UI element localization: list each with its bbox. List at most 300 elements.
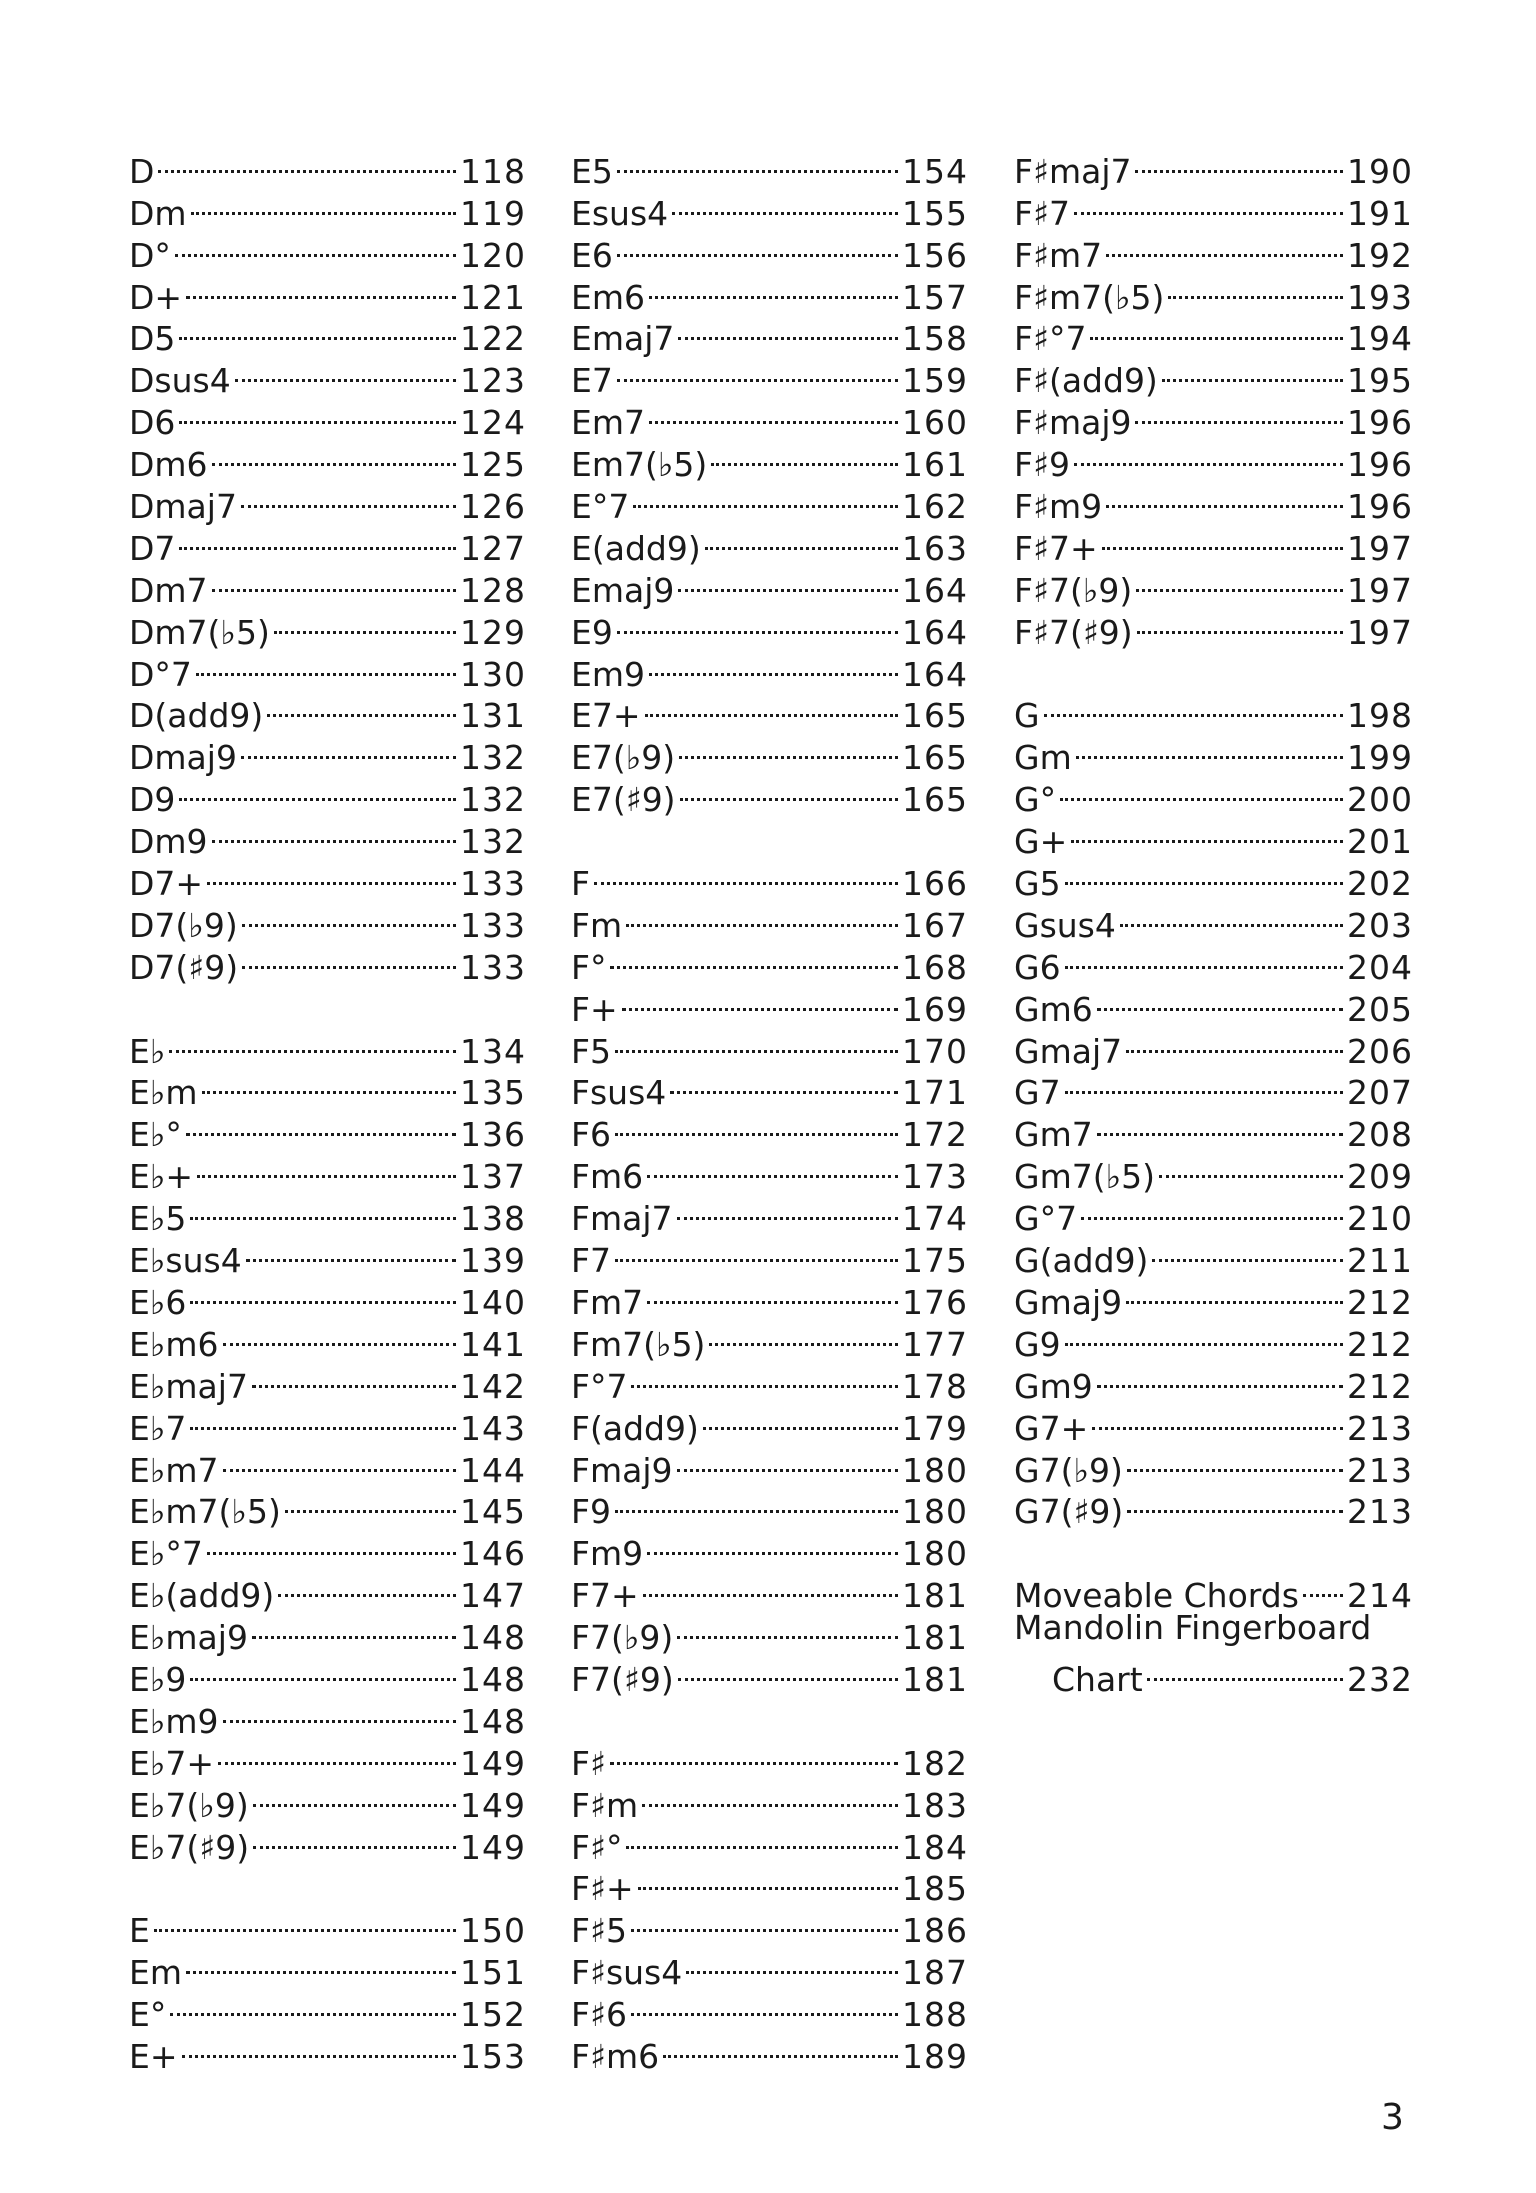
- dot-leader: [188, 1188, 458, 1230]
- entry-page-number: 163: [902, 528, 968, 568]
- dot-leader: [641, 1565, 900, 1607]
- entry-page-number: 147: [460, 1576, 526, 1616]
- entry-page-number: 184: [902, 1827, 968, 1867]
- entry-page-number: 150: [460, 1911, 526, 1951]
- entry-label: D+: [129, 277, 183, 317]
- entry-label: Gsus4: [1014, 905, 1116, 945]
- entry-page-number: 123: [460, 361, 526, 401]
- entry-label: F♯9: [1014, 445, 1070, 485]
- entry-label: F9: [571, 1492, 611, 1532]
- entry-label: F♯m7(♭5): [1014, 277, 1165, 317]
- entry-page-number: 140: [460, 1282, 526, 1322]
- entry-label: E5: [571, 151, 613, 191]
- dot-leader: [1124, 1021, 1345, 1063]
- entry-page-number: 192: [1347, 235, 1413, 275]
- entry-label: Chart: [1052, 1659, 1143, 1699]
- entry-label: Emaj7: [571, 319, 675, 359]
- entry-label: F7+: [571, 1576, 639, 1616]
- dot-leader: [1088, 309, 1345, 351]
- dot-leader: [233, 350, 458, 392]
- dot-leader: [613, 1230, 900, 1272]
- dot-leader: [613, 1482, 900, 1524]
- entry-label: Em: [129, 1953, 182, 1993]
- entry-label: Gm: [1014, 738, 1072, 778]
- entry-label: F♯m6: [571, 2036, 660, 2076]
- dot-leader: [676, 1649, 900, 1691]
- entry-page-number: 200: [1347, 780, 1413, 820]
- entry-page-number: 122: [460, 319, 526, 359]
- entry-label: E♭°7: [129, 1534, 203, 1574]
- dot-leader: [239, 727, 458, 769]
- entry-page-number: 165: [902, 696, 968, 736]
- dot-leader: [608, 937, 900, 979]
- entry-page-number: 166: [902, 864, 968, 904]
- dot-leader: [283, 1482, 458, 1524]
- entry-label: E♭m9: [129, 1701, 219, 1741]
- entry-label: G(add9): [1014, 1241, 1149, 1281]
- dot-leader: [615, 350, 900, 392]
- index-entry: [1014, 141, 1413, 191]
- index-entry: [1014, 1649, 1413, 1699]
- entry-label: E°: [129, 1995, 167, 2035]
- entry-label: G7(♭9): [1014, 1450, 1123, 1490]
- entry-page-number: 129: [460, 612, 526, 652]
- entry-page-number: 159: [902, 361, 968, 401]
- dot-leader: [205, 853, 458, 895]
- dot-leader: [640, 1775, 900, 1817]
- entry-label: Fmaj7: [571, 1199, 673, 1239]
- entry-page-number: 151: [460, 1953, 526, 1993]
- entry-label: E: [129, 1911, 150, 1951]
- dot-leader: [250, 1356, 458, 1398]
- entry-page-number: 118: [460, 151, 526, 191]
- entry-label: D6: [129, 403, 176, 443]
- dot-leader: [239, 476, 458, 518]
- dot-leader: [1118, 895, 1345, 937]
- entry-label: F♯m7: [1014, 235, 1103, 275]
- entry-label: F6: [571, 1115, 611, 1155]
- entry-page-number: 187: [902, 1953, 968, 1993]
- entry-label: E♭7: [129, 1408, 187, 1448]
- entry-page-number: 201: [1347, 822, 1413, 862]
- dot-leader: [1095, 1104, 1345, 1146]
- entry-page-number: 171: [902, 1073, 968, 1113]
- entry-page-number: 194: [1347, 319, 1413, 359]
- entry-label: G9: [1014, 1324, 1061, 1364]
- entry-page-number: 175: [902, 1241, 968, 1281]
- dot-leader: [677, 727, 900, 769]
- index-entry: [571, 853, 968, 904]
- entry-page-number: 133: [460, 905, 526, 945]
- dot-leader: [675, 1607, 900, 1649]
- entry-label: F♯m: [571, 1785, 639, 1825]
- entry-label: F♯°7: [1014, 319, 1087, 359]
- entry-label: E+: [129, 2036, 178, 2076]
- entry-label: Esus4: [571, 193, 669, 233]
- entry-page-number: 127: [460, 528, 526, 568]
- entry-page-number: 232: [1347, 1659, 1413, 1699]
- dot-leader: [647, 267, 900, 309]
- dot-leader: [1157, 1146, 1345, 1188]
- entry-page-number: 133: [460, 947, 526, 987]
- entry-label: D7+: [129, 864, 204, 904]
- entry-label: F♯m9: [1014, 487, 1103, 527]
- entry-label: Gmaj9: [1014, 1282, 1123, 1322]
- dot-leader: [675, 1440, 900, 1482]
- index-entry: [1014, 686, 1413, 736]
- entry-page-number: 189: [902, 2036, 968, 2076]
- dot-leader: [195, 1146, 458, 1188]
- dot-leader: [629, 1984, 900, 2026]
- entry-page-number: 196: [1347, 487, 1413, 527]
- entry-page-number: 132: [460, 738, 526, 778]
- entry-page-number: 213: [1347, 1408, 1413, 1448]
- dot-leader: [631, 476, 900, 518]
- entry-label: G7: [1014, 1073, 1061, 1113]
- entry-label: Fmaj9: [571, 1450, 673, 1490]
- entry-page-number: 139: [460, 1241, 526, 1281]
- dot-leader: [1104, 225, 1345, 267]
- dot-leader: [180, 2026, 458, 2068]
- entry-label: F7(♭9): [571, 1618, 674, 1658]
- dot-leader: [615, 602, 900, 644]
- entry-label: E♭m: [129, 1073, 198, 1113]
- dot-leader: [1134, 560, 1345, 602]
- entry-page-number: 211: [1347, 1241, 1413, 1281]
- entry-label: Dm9: [129, 822, 208, 862]
- dot-leader: [1095, 979, 1345, 1021]
- entry-page-number: 165: [902, 738, 968, 778]
- dot-leader: [251, 1775, 458, 1817]
- entry-page-number: 161: [902, 445, 968, 485]
- entry-page-number: 208: [1347, 1115, 1413, 1155]
- entry-label: E♭maj7: [129, 1366, 248, 1406]
- entry-label: F♯: [571, 1743, 606, 1783]
- entry-page-number: 191: [1347, 193, 1413, 233]
- entry-page-number: 209: [1347, 1157, 1413, 1197]
- entry-label: E7: [571, 361, 613, 401]
- entry-label: Em6: [571, 277, 645, 317]
- entry-label: D7(♭9): [129, 905, 238, 945]
- index-column-2: [571, 141, 968, 2076]
- dot-leader: [684, 1942, 900, 1984]
- entry-page-number: 133: [460, 864, 526, 904]
- entry-label: G5: [1014, 864, 1061, 904]
- dot-leader: [1090, 1398, 1345, 1440]
- entry-label: E♭m6: [129, 1324, 219, 1364]
- entry-label: E♭m7(♭5): [129, 1492, 281, 1532]
- entry-label: E♭6: [129, 1282, 187, 1322]
- entry-label: G7+: [1014, 1408, 1089, 1448]
- entry-label: E°7: [571, 487, 630, 527]
- entry-page-number: 148: [460, 1701, 526, 1741]
- dot-leader: [210, 811, 458, 853]
- entry-page-number: 165: [902, 780, 968, 820]
- entry-page-number: 177: [902, 1324, 968, 1364]
- entry-page-number: 143: [460, 1408, 526, 1448]
- entry-label: F♯(add9): [1014, 361, 1158, 401]
- dot-leader: [250, 1607, 458, 1649]
- dot-leader: [240, 937, 458, 979]
- entry-label: Dm: [129, 193, 187, 233]
- entry-page-number: 169: [902, 989, 968, 1029]
- entry-label: Em7: [571, 403, 645, 443]
- dot-leader: [636, 1859, 900, 1901]
- entry-page-number: 195: [1347, 361, 1413, 401]
- dot-leader: [156, 141, 458, 183]
- entry-page-number: 196: [1347, 445, 1413, 485]
- entry-page-number: 149: [460, 1827, 526, 1867]
- entry-page-number: 204: [1347, 947, 1413, 987]
- dot-leader: [645, 1523, 900, 1565]
- entry-page-number: 149: [460, 1743, 526, 1783]
- entry-label: E7(♯9): [571, 780, 676, 820]
- entry-label: G7(♯9): [1014, 1492, 1124, 1532]
- entry-page-number: 205: [1347, 989, 1413, 1029]
- entry-label: E♭: [129, 1031, 166, 1071]
- dot-leader: [188, 1398, 458, 1440]
- dot-leader: [221, 1440, 458, 1482]
- entry-label: D5: [129, 319, 176, 359]
- entry-page-number: 164: [902, 654, 968, 694]
- page-number: 3: [1381, 2097, 1404, 2138]
- entry-label: F♯+: [571, 1869, 634, 1909]
- dot-leader: [647, 644, 900, 686]
- dot-leader: [188, 1649, 458, 1691]
- entry-label: F♯°: [571, 1827, 623, 1867]
- entry-label: E♭7+: [129, 1743, 215, 1783]
- entry-page-number: 185: [902, 1869, 968, 1909]
- entry-page-number: 173: [902, 1157, 968, 1197]
- entry-page-number: 134: [460, 1031, 526, 1071]
- entry-label: D7(♯9): [129, 947, 239, 987]
- entry-label: E♭maj9: [129, 1618, 248, 1658]
- entry-label: Moveable Chords: [1014, 1576, 1299, 1616]
- dot-leader: [1063, 853, 1345, 895]
- dot-leader: [184, 267, 458, 309]
- entry-page-number: 188: [902, 1995, 968, 2035]
- entry-label: Gm9: [1014, 1366, 1093, 1406]
- entry-page-number: 186: [902, 1911, 968, 1951]
- entry-label: Dmaj9: [129, 738, 237, 778]
- dot-leader: [701, 1398, 900, 1440]
- entry-page-number: 131: [460, 696, 526, 736]
- entry-page-number: 125: [460, 445, 526, 485]
- entry-label: F5: [571, 1031, 611, 1071]
- dot-leader: [707, 1314, 900, 1356]
- entry-page-number: 144: [460, 1450, 526, 1490]
- dot-leader: [615, 141, 900, 183]
- entry-label: Mandolin Fingerboard: [1014, 1608, 1372, 1648]
- dot-leader: [1042, 686, 1345, 728]
- entry-page-number: 157: [902, 277, 968, 317]
- entry-page-number: 121: [460, 277, 526, 317]
- dot-leader: [1095, 1356, 1345, 1398]
- entry-page-number: 181: [902, 1576, 968, 1616]
- index-entry: [129, 1021, 526, 1071]
- dot-leader: [1063, 1314, 1345, 1356]
- entry-label: D: [129, 151, 155, 191]
- entry-label: F♯7+: [1014, 528, 1098, 568]
- entry-page-number: 154: [902, 151, 968, 191]
- dot-leader: [1150, 1230, 1345, 1272]
- dot-leader: [184, 1104, 458, 1146]
- entry-label: G+: [1014, 822, 1068, 862]
- entry-label: D°: [129, 235, 171, 275]
- dot-leader: [244, 1230, 458, 1272]
- index-entry: [129, 1900, 526, 1951]
- entry-label: F♯5: [571, 1911, 627, 1951]
- entry-page-number: 172: [902, 1115, 968, 1155]
- dot-leader: [661, 2026, 900, 2068]
- entry-page-number: 207: [1347, 1073, 1413, 1113]
- index-entry: [571, 1733, 968, 1783]
- dot-leader: [210, 560, 458, 602]
- entry-label: F♯6: [571, 1995, 627, 2035]
- entry-page-number: 213: [1347, 1450, 1413, 1490]
- entry-page-number: 126: [460, 487, 526, 527]
- dot-leader: [1072, 434, 1345, 476]
- dot-leader: [675, 1188, 900, 1230]
- entry-page-number: 196: [1347, 403, 1413, 443]
- dot-leader: [173, 225, 458, 267]
- dot-leader: [1160, 350, 1345, 392]
- dot-leader: [709, 434, 900, 476]
- dot-leader: [1072, 183, 1345, 225]
- entry-label: Fm6: [571, 1157, 644, 1197]
- entry-label: Em9: [571, 654, 645, 694]
- entry-page-number: 164: [902, 570, 968, 610]
- entry-label: F°: [571, 947, 607, 987]
- entry-page-number: 197: [1347, 528, 1413, 568]
- entry-page-number: 132: [460, 780, 526, 820]
- dot-leader: [177, 309, 458, 351]
- dot-leader: [615, 225, 900, 267]
- entry-label: F♯maj9: [1014, 403, 1132, 443]
- entry-label: F+: [571, 989, 618, 1029]
- entry-page-number: 160: [902, 403, 968, 443]
- entry-label: G6: [1014, 947, 1061, 987]
- entry-label: D7: [129, 528, 176, 568]
- index-column-1: [129, 141, 526, 2076]
- dot-leader: [240, 895, 458, 937]
- dot-leader: [189, 183, 458, 225]
- dot-leader: [188, 1272, 458, 1314]
- entry-page-number: 141: [460, 1324, 526, 1364]
- dot-leader: [592, 853, 900, 895]
- entry-label: G°7: [1014, 1199, 1078, 1239]
- entry-label: Gm7: [1014, 1115, 1093, 1155]
- entry-page-number: 180: [902, 1450, 968, 1490]
- index-entry: [129, 141, 526, 191]
- entry-page-number: 124: [460, 403, 526, 443]
- dot-leader: [1125, 1482, 1345, 1524]
- dot-leader: [177, 518, 458, 560]
- entry-label: G°: [1014, 780, 1057, 820]
- dot-leader: [251, 1817, 458, 1859]
- entry-page-number: 197: [1347, 612, 1413, 652]
- entry-label: F♯sus4: [571, 1953, 683, 1993]
- dot-leader: [210, 434, 458, 476]
- dot-leader: [647, 392, 900, 434]
- entry-page-number: 181: [902, 1659, 968, 1699]
- entry-page-number: 162: [902, 487, 968, 527]
- dot-leader: [152, 1900, 458, 1942]
- dot-leader: [629, 1900, 900, 1942]
- dot-leader: [184, 1942, 458, 1984]
- dot-leader: [624, 1817, 900, 1859]
- entry-label: E♭5: [129, 1199, 187, 1239]
- dot-leader: [1133, 392, 1345, 434]
- dot-leader: [1069, 811, 1345, 853]
- dot-leader: [678, 769, 900, 811]
- entry-page-number: 210: [1347, 1199, 1413, 1239]
- dot-leader: [177, 392, 458, 434]
- entry-page-number: 213: [1347, 1492, 1413, 1532]
- dot-leader: [200, 1063, 458, 1105]
- dot-leader: [645, 1272, 900, 1314]
- entry-label: E♭sus4: [129, 1241, 242, 1281]
- entry-page-number: 153: [460, 2036, 526, 2076]
- dot-leader: [629, 1356, 900, 1398]
- dot-leader: [645, 1146, 900, 1188]
- entry-label: Fm: [571, 905, 623, 945]
- entry-page-number: 135: [460, 1073, 526, 1113]
- entry-label: Fm7: [571, 1282, 644, 1322]
- entry-page-number: 212: [1347, 1324, 1413, 1364]
- dot-leader: [216, 1733, 458, 1775]
- entry-label: E♭+: [129, 1157, 194, 1197]
- entry-page-number: 174: [902, 1199, 968, 1239]
- dot-leader: [1079, 1188, 1345, 1230]
- entry-label: F♯maj7: [1014, 151, 1132, 191]
- entry-label: F♯7(♯9): [1014, 612, 1133, 652]
- entry-page-number: 214: [1347, 1576, 1413, 1616]
- entry-page-number: 182: [902, 1743, 968, 1783]
- index-entry: [1014, 1565, 1413, 1616]
- entry-page-number: 132: [460, 822, 526, 862]
- dot-leader: [613, 1104, 900, 1146]
- dot-leader: [620, 979, 900, 1021]
- dot-leader: [272, 602, 458, 644]
- dot-leader: [221, 1314, 458, 1356]
- dot-leader: [167, 1021, 458, 1063]
- entry-label: G: [1014, 696, 1040, 736]
- entry-label: E♭(add9): [129, 1576, 275, 1616]
- entry-page-number: 120: [460, 235, 526, 275]
- entry-page-number: 142: [460, 1366, 526, 1406]
- entry-page-number: 178: [902, 1366, 968, 1406]
- entry-label: Dm7: [129, 570, 208, 610]
- dot-leader: [1301, 1565, 1345, 1607]
- entry-label: E9: [571, 612, 613, 652]
- entry-label: E♭7(♯9): [129, 1827, 250, 1867]
- dot-leader: [194, 644, 458, 686]
- entry-page-number: 149: [460, 1785, 526, 1825]
- dot-leader: [1133, 141, 1345, 183]
- entry-label: E7+: [571, 696, 641, 736]
- entry-label: E♭7(♭9): [129, 1785, 249, 1825]
- index-column-3: [1014, 141, 1413, 1699]
- entry-label: Fm9: [571, 1534, 644, 1574]
- dot-leader: [676, 309, 900, 351]
- entry-page-number: 212: [1347, 1366, 1413, 1406]
- entry-label: F°7: [571, 1366, 628, 1406]
- entry-label: E(add9): [571, 528, 701, 568]
- entry-page-number: 148: [460, 1659, 526, 1699]
- dot-leader: [1124, 1272, 1345, 1314]
- entry-page-number: 198: [1347, 696, 1413, 736]
